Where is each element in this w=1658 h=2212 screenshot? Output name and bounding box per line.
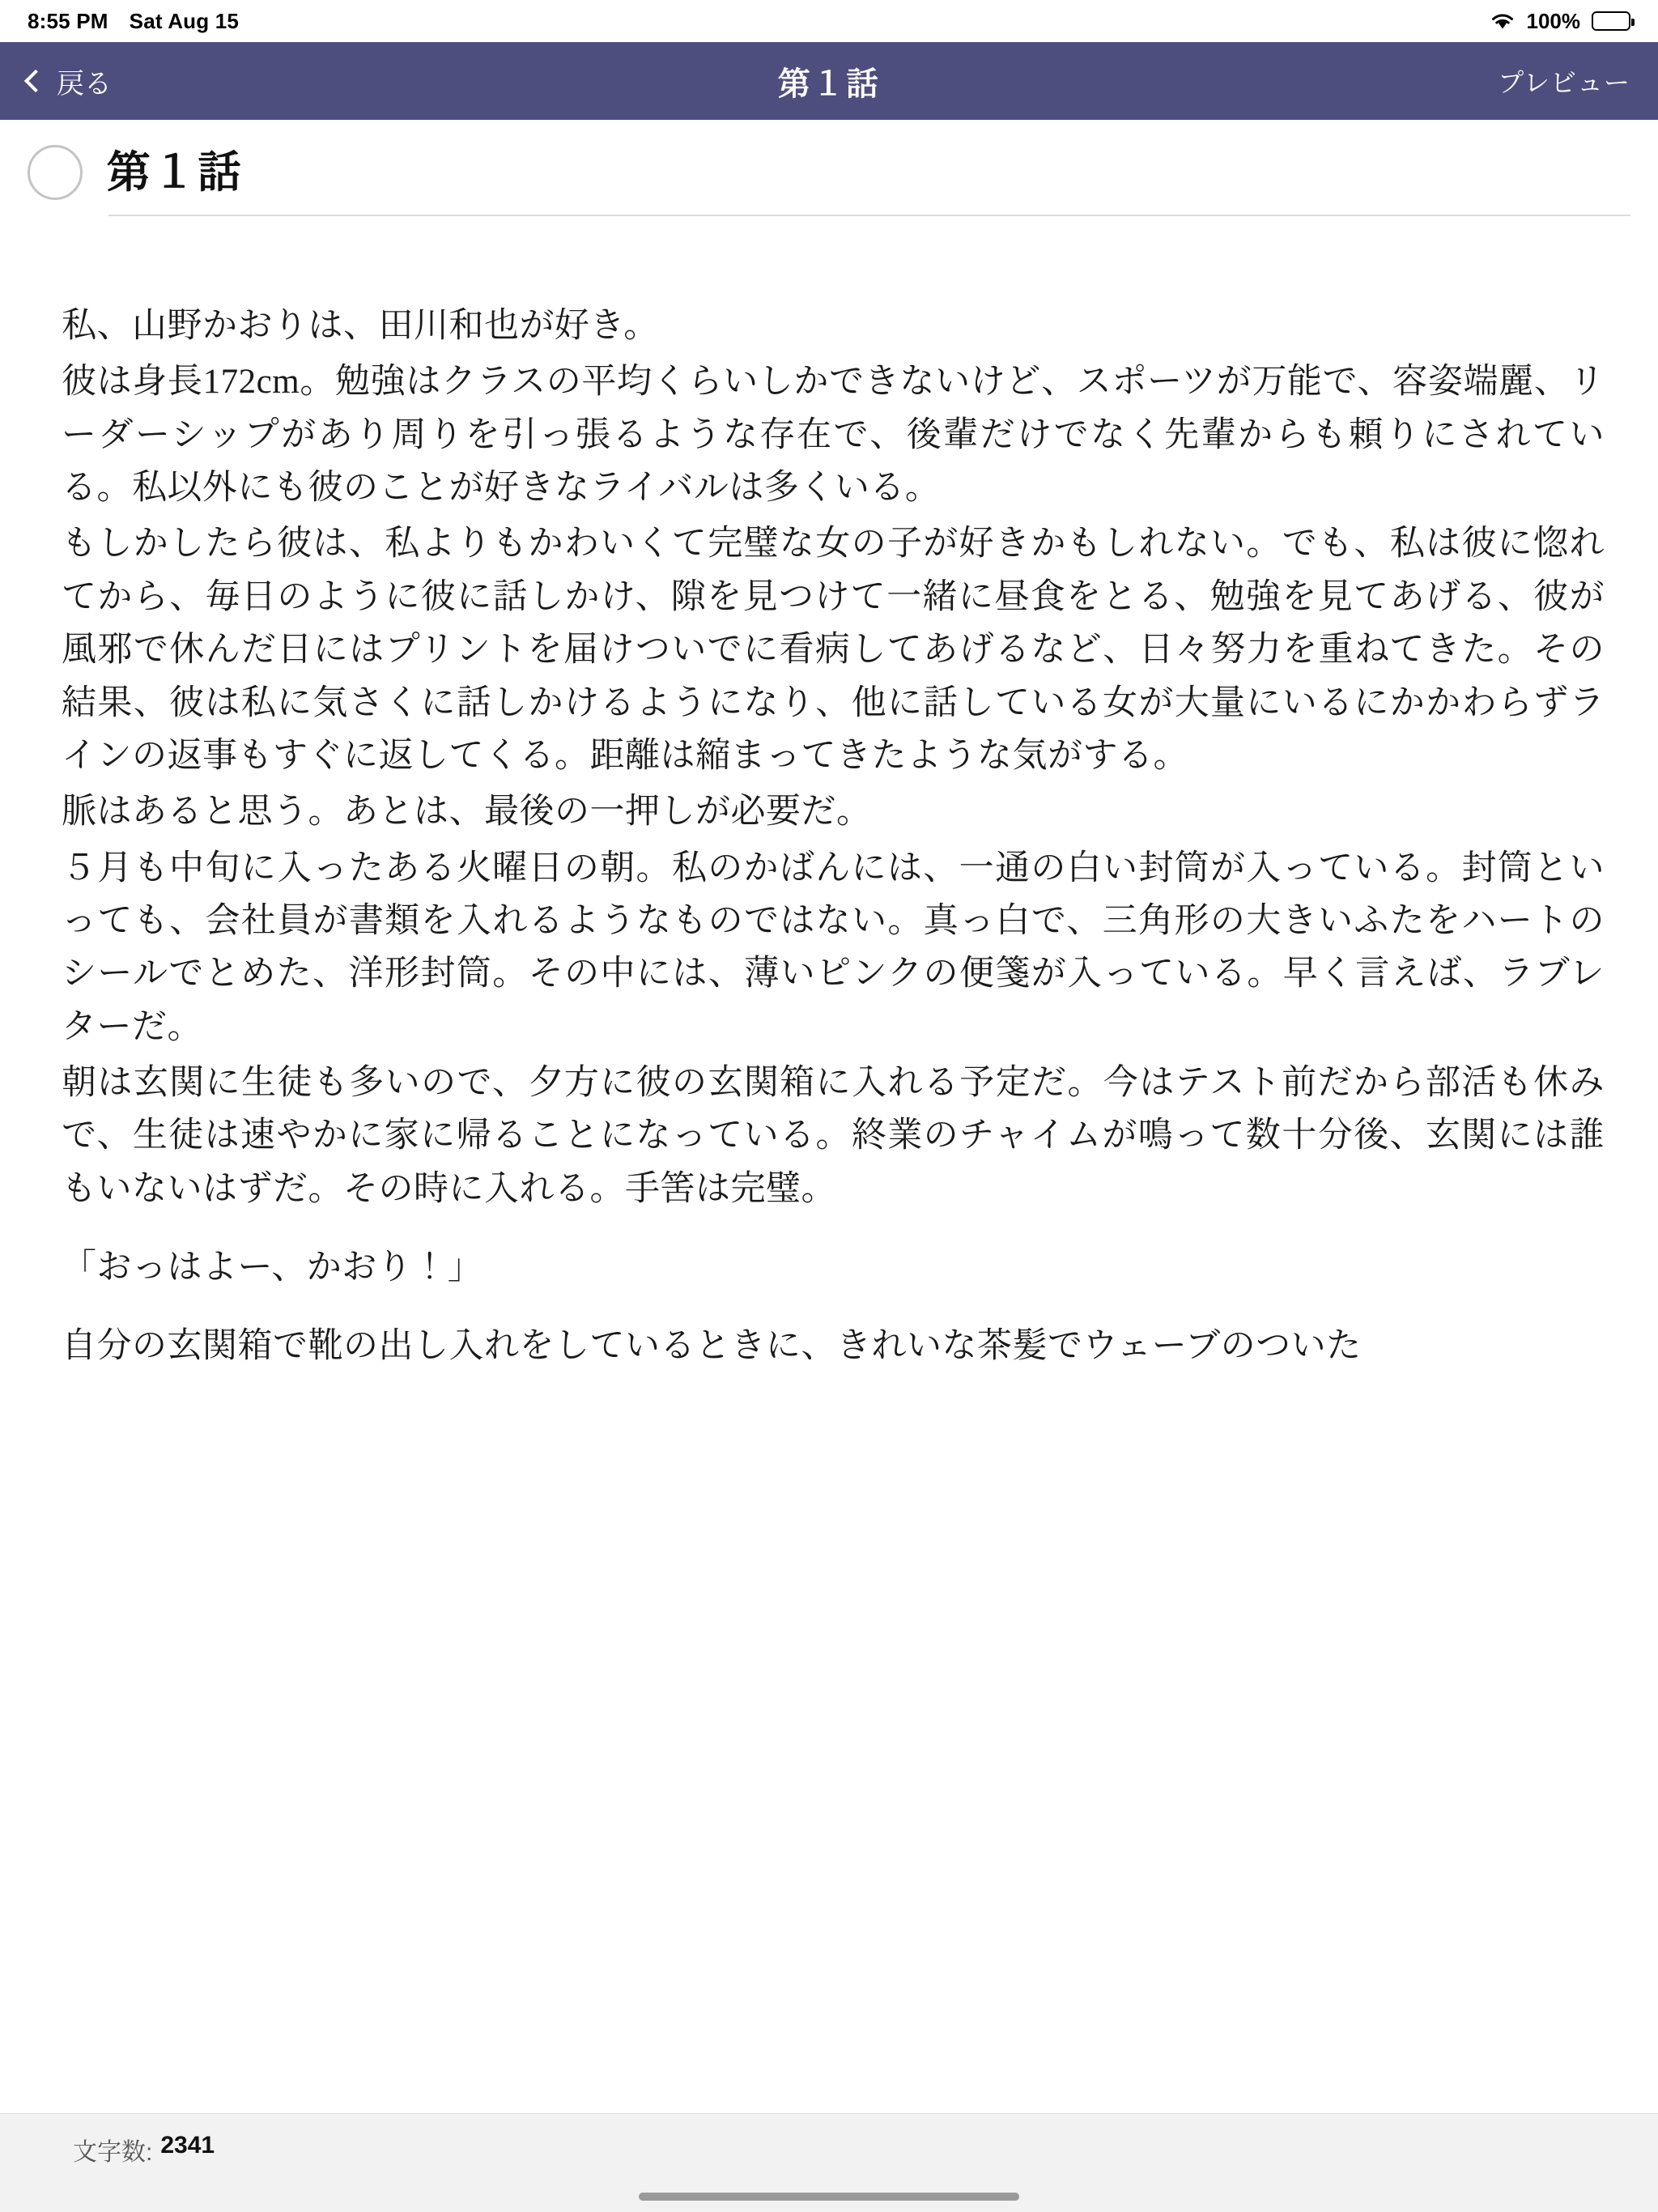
wifi-icon: [1490, 11, 1516, 31]
page-title: 第１話: [778, 66, 880, 102]
status-time: 8:55 PM: [28, 8, 108, 33]
body-paragraph: 自分の玄関箱で靴の出し入れをしているときに、きれいな茶髪でウェーブのついた: [62, 1327, 1362, 1366]
preview-button[interactable]: プレビュー: [1498, 68, 1630, 97]
body-paragraph: 私、山野かおりは、田川和也が好き。: [62, 307, 659, 345]
document-title[interactable]: 第１話: [107, 148, 243, 197]
body-paragraph: もしかしたら彼は、私よりもかわいくて完璧な女の子が好きかもしれない。でも、私は彼に惚れてから、毎日のように彼に話しかけ、隙を見つけて一緒に昼食をとる、勉強を見てあげる、彼が風邪で休んだ日にはプリントを届けついでに看病してあげるなど、日々努力を重ねてきた。その結果、彼は私に気さくに話しかけるようになり、他に話している女が大量にいるにかかわらずラインの返事もすぐに返してくる。距離は縮まってきたような気がする。: [62, 525, 1605, 775]
body-paragraph-blank: [62, 1297, 1605, 1320]
circle-toggle-icon[interactable]: [28, 145, 83, 200]
home-indicator[interactable]: [639, 2193, 1019, 2201]
battery-icon: [1592, 11, 1630, 31]
body-paragraph: 脈はあると思う。あとは、最後の一押しが必要だ。: [62, 793, 872, 832]
title-divider: [108, 215, 1630, 216]
body-paragraph-blank: [62, 1219, 1605, 1241]
back-button-label: 戻る: [57, 68, 112, 100]
document-title-row: [0, 120, 1658, 206]
chevron-left-icon: [24, 70, 47, 92]
char-count-value: 2341: [160, 2132, 215, 2159]
status-bar-left: [28, 9, 239, 34]
battery-percent-label: 100%: [1526, 8, 1580, 33]
status-bar: [0, 0, 1658, 42]
nav-bar: [0, 42, 1658, 120]
body-paragraph: ５月も中旬に入ったある火曜日の朝。私のかばんには、一通の白い封筒が入っている。封筒といっても、会社員が書類を入れるようなものではない。真っ白で、三角形の大きいふたをハートのシールでとめた、洋形封筒。その中には、薄いピンクの便箋が入っている。早く言えば、ラブレターだ。: [62, 849, 1605, 1046]
status-date: Sat Aug 15: [129, 8, 240, 33]
back-button[interactable]: [28, 62, 112, 101]
document-body[interactable]: [0, 300, 1658, 2115]
body-paragraph: 彼は身長172cm。勉強はクラスの平均くらいしかできないけど、スポーツが万能で、容姿端麗、リーダーシップがあり周りを引っ張るような存在で、後輩だけでなく先輩からも頼りにされている。私以外にも彼のことが好きなライバルは多くいる。: [62, 363, 1605, 508]
body-paragraph: 「おっはよー、かおり！」: [62, 1249, 483, 1287]
status-bar-right: [1490, 9, 1631, 34]
body-paragraph: 朝は玄関に生徒も多いので、夕方に彼の玄関箱に入れる予定だ。今はテスト前だから部活も休みで、生徒は速やかに家に帰ることになっている。終業のチャイムが鳴って数十分後、玄関には誰もいないはずだ。その時に入れる。手筈は完璧。: [62, 1064, 1605, 1208]
char-count-label: 文字数:: [73, 2139, 153, 2166]
footer-bar: [0, 2113, 1658, 2212]
